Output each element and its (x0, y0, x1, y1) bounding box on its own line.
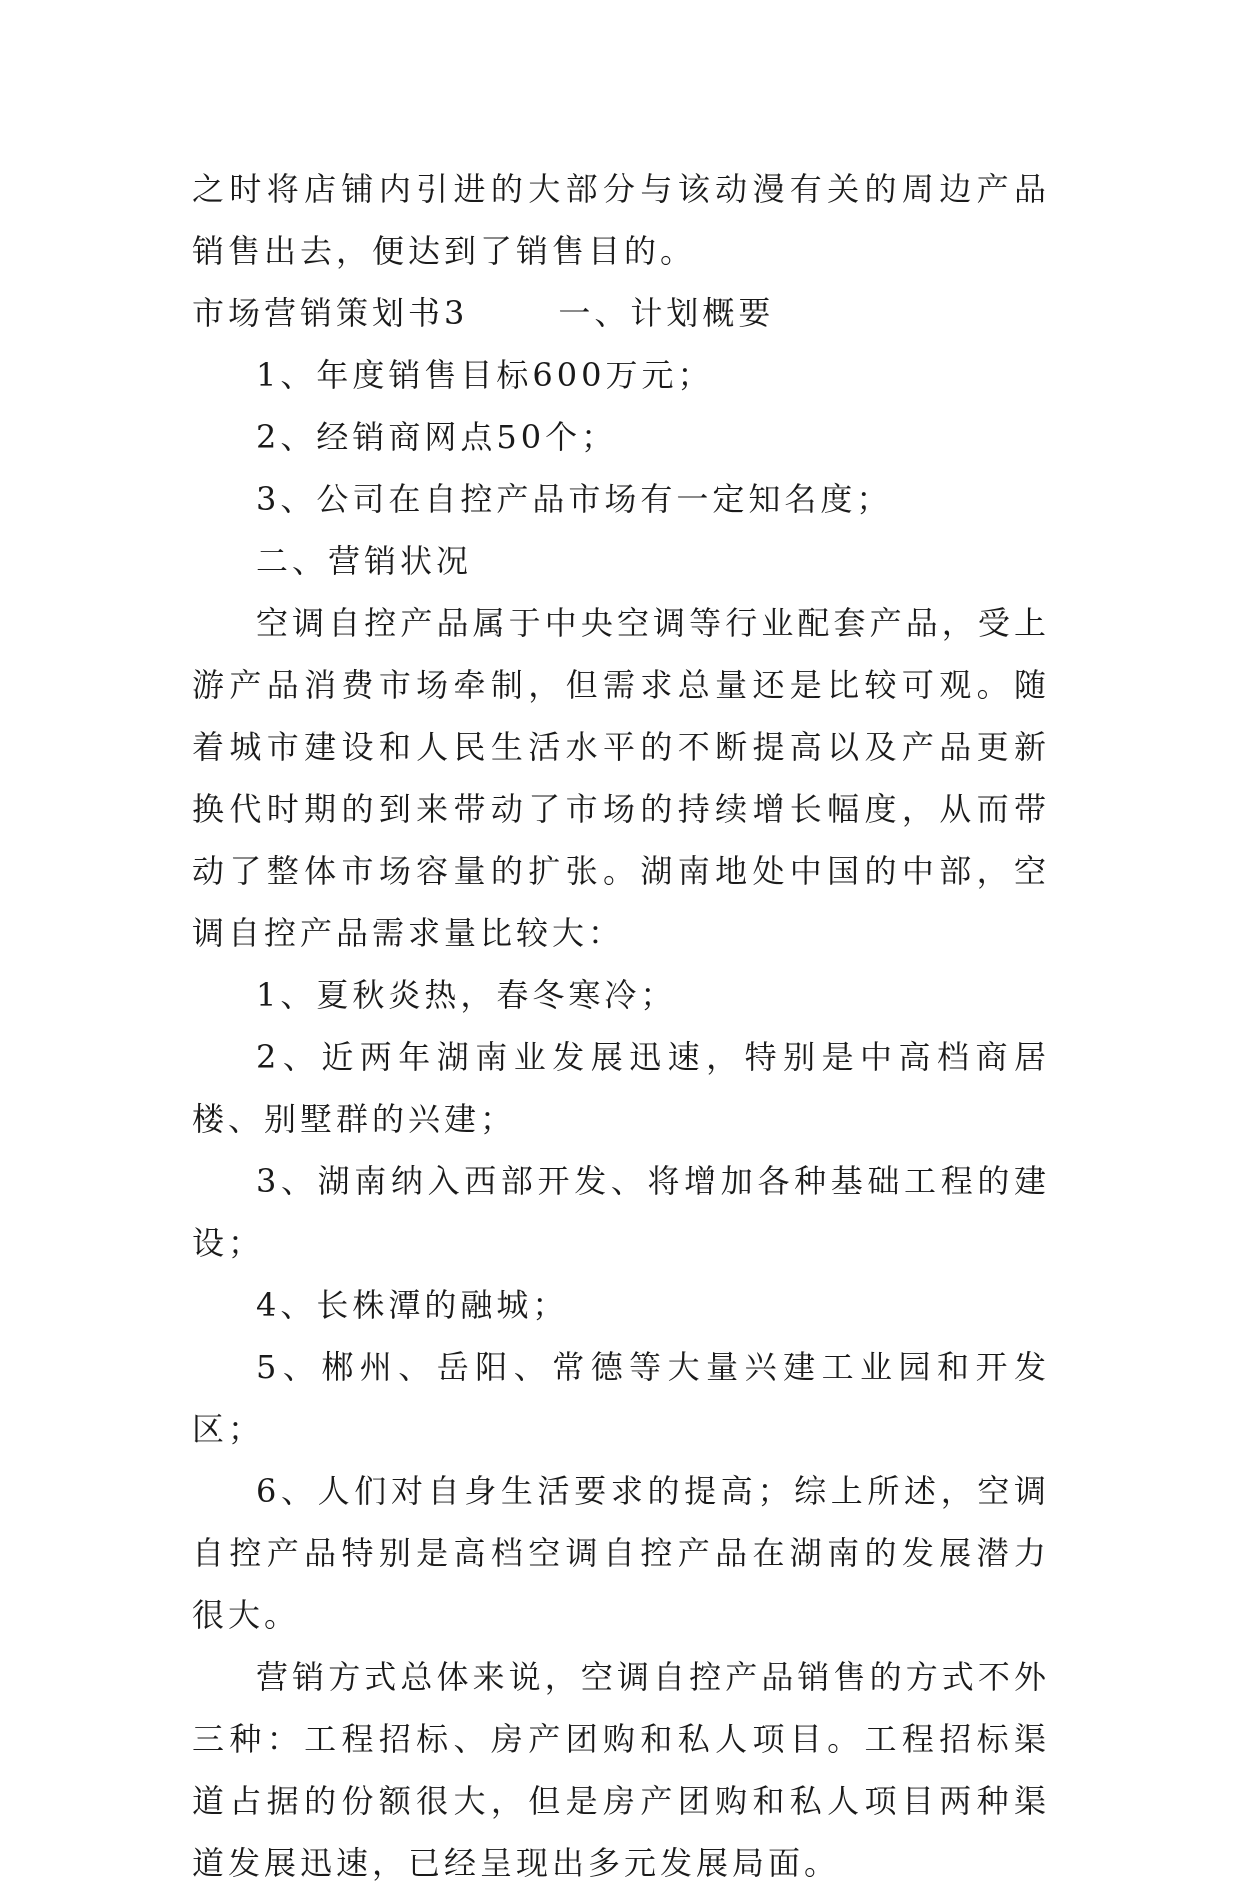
paragraph-market: 空调自控产品属于中央空调等行业配套产品，受上游产品消费市场牵制，但需求总量还是比较可观。随着城市建设和人民生活水平的不断提高以及产品更新换代时期的到来带动了市场的持续增长幅度，从而带动了整体市场容量的扩张。湖南地处中国的中部，空调自控产品需求量比较大： (192, 604, 1050, 952)
reason-item-3: 3、湖南纳入西部开发、将增加各种基础工程的建设； (192, 1162, 1050, 1262)
section-heading-1: 一、计划概要 (558, 294, 775, 332)
list-item-2: 2、经销商网点50个； (256, 418, 618, 456)
reason-item-5: 5、郴州、岳阳、常德等大量兴建工业园和开发区； (192, 1348, 1050, 1448)
paragraph-sales-methods: 营销方式总体来说，空调自控产品销售的方式不外三种：工程招标、房产团购和私人项目。工程招标渠道占据的份额很大，但是房产团购和私人项目两种渠道发展迅速，已经呈现出多元发展局面。 (192, 1658, 1050, 1882)
list-item-1: 1、年度销售目标600万元； (256, 356, 714, 394)
document-title: 市场营销策划书3 (192, 294, 469, 332)
section-heading-2: 二、营销状况 (256, 542, 473, 580)
list-item-3: 3、公司在自控产品市场有一定知名度； (256, 480, 893, 518)
document-body (192, 158, 1050, 1894)
reason-item-4: 4、长株潭的融城； (256, 1286, 569, 1324)
paragraph-continued: 之时将店铺内引进的大部分与该动漫有关的周边产品销售出去，便达到了销售目的。 (192, 170, 1050, 270)
reason-item-6: 6、人们对自身生活要求的提高；综上所述，空调自控产品特别是高档空调自控产品在湖南的发展潜力很大。 (192, 1472, 1050, 1634)
reason-item-2: 2、近两年湖南业发展迅速，特别是中高档商居楼、别墅群的兴建； (192, 1038, 1050, 1138)
title-line (192, 282, 1050, 344)
reason-item-1: 1、夏秋炎热，春冬寒冷； (256, 976, 677, 1014)
